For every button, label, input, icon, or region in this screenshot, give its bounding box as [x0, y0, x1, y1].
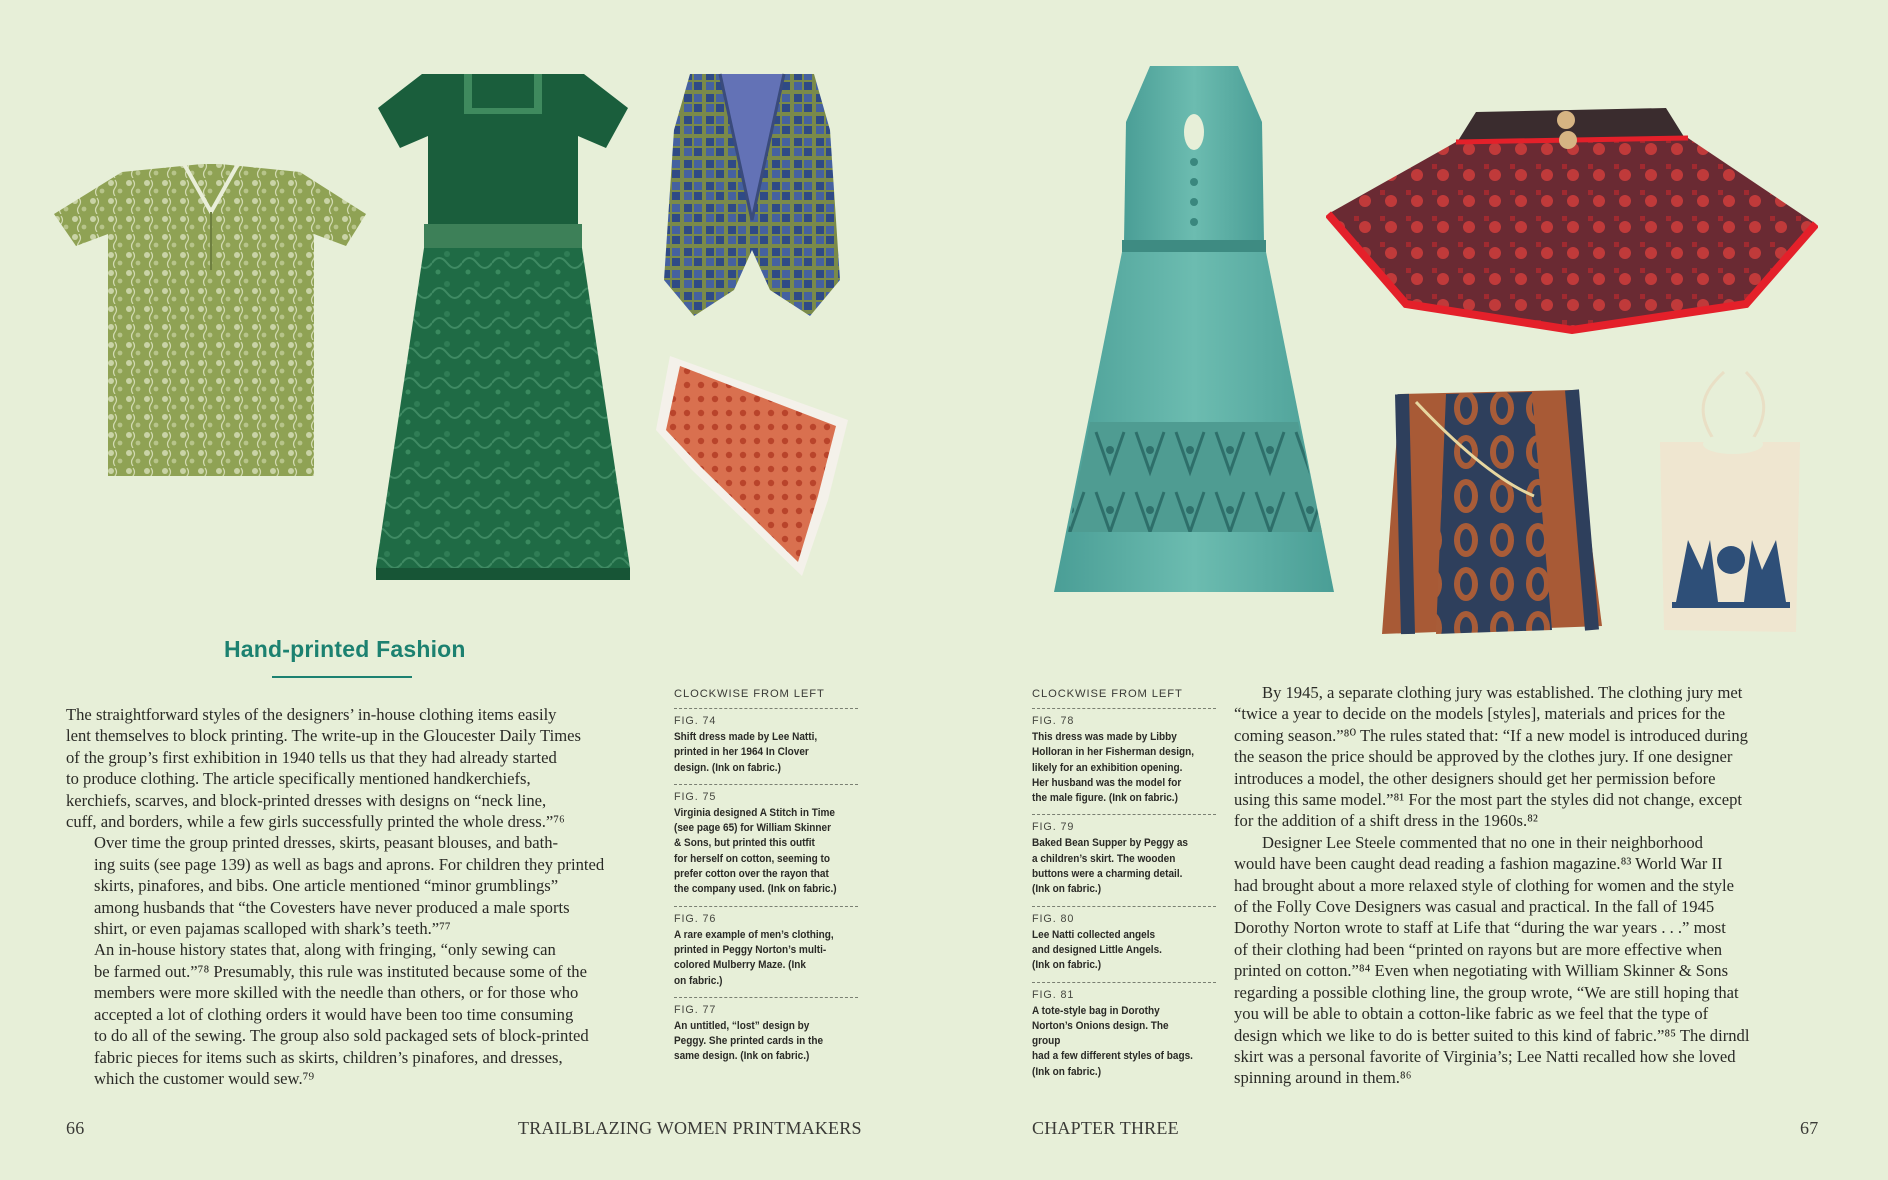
left-captions: [674, 688, 858, 1065]
caption-fig-75: FIG. 75 Virginia designed A Stitch in Time (see page 65) for William Skinner & Sons, but printed this outfit for herself on cotton, seeming to prefer cotton over the rayon that the company used. (Ink on fabric.): [674, 784, 858, 898]
left-paragraph-2: Over time the group printed dresses, skirts, peasant blouses, and bath- ing suits (see page 139) as well as bags and aprons. For children they printed skirts, pinafores, and bibs. One article mentioned “minor grumblings” among husbands that “the Covesters have never produced a male sports shirt, or even pajamas scalloped with shark’s teeth.”⁷⁷: [94, 833, 605, 939]
right-captions: [1032, 688, 1216, 1080]
tote-bag-photo: [1376, 386, 1606, 640]
heading-underline: [272, 676, 412, 678]
shift-dress-photo: [52, 160, 370, 486]
caption-header: CLOCKWISE FROM LEFT: [674, 688, 825, 700]
caption-fig-74: FIG. 74 Shift dress made by Lee Natti, printed in her 1964 In Clover design. (Ink on fabric.): [674, 708, 858, 776]
left-body-text: [66, 704, 666, 1089]
right-paragraph-2: Designer Lee Steele commented that no one in their neighborhood would have been caught dead reading a fashion magazine.⁸³ World War II had brought about a more relaxed style of clothing for women and the style of the Folly Cove Designers was casual and practical. In the fall of 1945 Dorothy Norton wrote to staff at Life that “during the war years . . .” most of their clothing had been “printed on rayons but are more effective when printed on cotton.”⁸⁴ Even when negotiating with William Skinner & Sons regarding a possible clothing line, the group wrote, “We are still hoping that you will be able to obtain a cotton-like fabric as we feel that the type of design which we like to do is better suited to this kind of fabric.”⁸⁵ The dirndl skirt was a personal favorite of Virginia’s; Lee Natti recalled how she loved spinning around in them.⁸⁶: [1234, 832, 1750, 1088]
caption-fig-76: FIG. 76 A rare example of men’s clothing, printed in Peggy Norton’s multi- colored Mulberry Maze. (Ink on fabric.): [674, 906, 858, 989]
childrens-skirt-photo: [1326, 84, 1818, 334]
left-page-number: 66: [66, 1118, 85, 1138]
right-body-text: [1234, 682, 1834, 1089]
vest-photo: [660, 70, 844, 326]
caption-header: CLOCKWISE FROM LEFT: [1032, 688, 1183, 700]
kerchief-photo: [652, 350, 852, 580]
right-page-number: 67: [1800, 1118, 1819, 1138]
caption-fig-77: FIG. 77 An untitled, “lost” design by Peggy. She printed cards in the same design. (Ink on fabric.): [674, 997, 858, 1065]
right-paragraph-1: By 1945, a separate clothing jury was established. The clothing jury met “twice a year to decide on the models [styles], materials and prices for the coming season.”⁸⁰ The rules stated that: “If a new model is introduced during the season the price should be approved by the clothes jury. If one designer introduces a model, the other designers should get her permission before using this same model.”⁸¹ For the most part the styles did not change, except for the addition of a shift dress in the 1960s.⁸²: [1234, 683, 1748, 831]
caption-fig-80: FIG. 80 Lee Natti collected angels and designed Little Angels. (Ink on fabric.): [1032, 906, 1216, 974]
section-heading: Hand-printed Fashion: [224, 636, 466, 662]
left-paragraph-1: The straightforward styles of the designers’ in-house clothing items easily lent themselves to block printing. The write-up in the Gloucester Daily Times of the group’s first exhibition in 1940 tells us that they had already started to produce clothing. The article specifically mentioned handkerchiefs, kerchiefs, scarves, and block-printed dresses with designs on “neck line, cuff, and borders, while a few girls successfully printed the whole dress.”⁷⁶: [66, 705, 581, 832]
caption-fig-78: FIG. 78 This dress was made by Libby Holloran in her Fisherman design, likely for an exhibition opening. Her husband was the model for the male figure. (Ink on fabric.): [1032, 708, 1216, 806]
left-paragraph-3: An in-house history states that, along with fringing, “only sewing can be farmed out.”⁷⁸ Presumably, this rule was instituted because some of the members were more skilled with the needle than others, or for those who accepted a lot of clothing orders it would have been too time consuming to do all of the sewing. The group also sold packaged sets of block-printed fabric pieces for items such as skirts, children’s pinafores, and dresses, which the customer would sew.⁷⁹: [94, 940, 589, 1088]
bib-photo: [1654, 370, 1806, 634]
caption-fig-81: FIG. 81 A tote-style bag in Dorothy Norton’s Onions design. The group had a few different styles of bags. (Ink on fabric.): [1032, 982, 1216, 1080]
green-dress-photo: [372, 68, 634, 580]
left-running-title: TRAILBLAZING WOMEN PRINTMAKERS: [518, 1118, 862, 1138]
caption-fig-79: FIG. 79 Baked Bean Supper by Peggy as a children’s skirt. The wooden buttons were a charming detail. (Ink on fabric.): [1032, 814, 1216, 897]
right-running-title: CHAPTER THREE: [1032, 1118, 1179, 1138]
teal-dress-photo: [1050, 62, 1338, 600]
